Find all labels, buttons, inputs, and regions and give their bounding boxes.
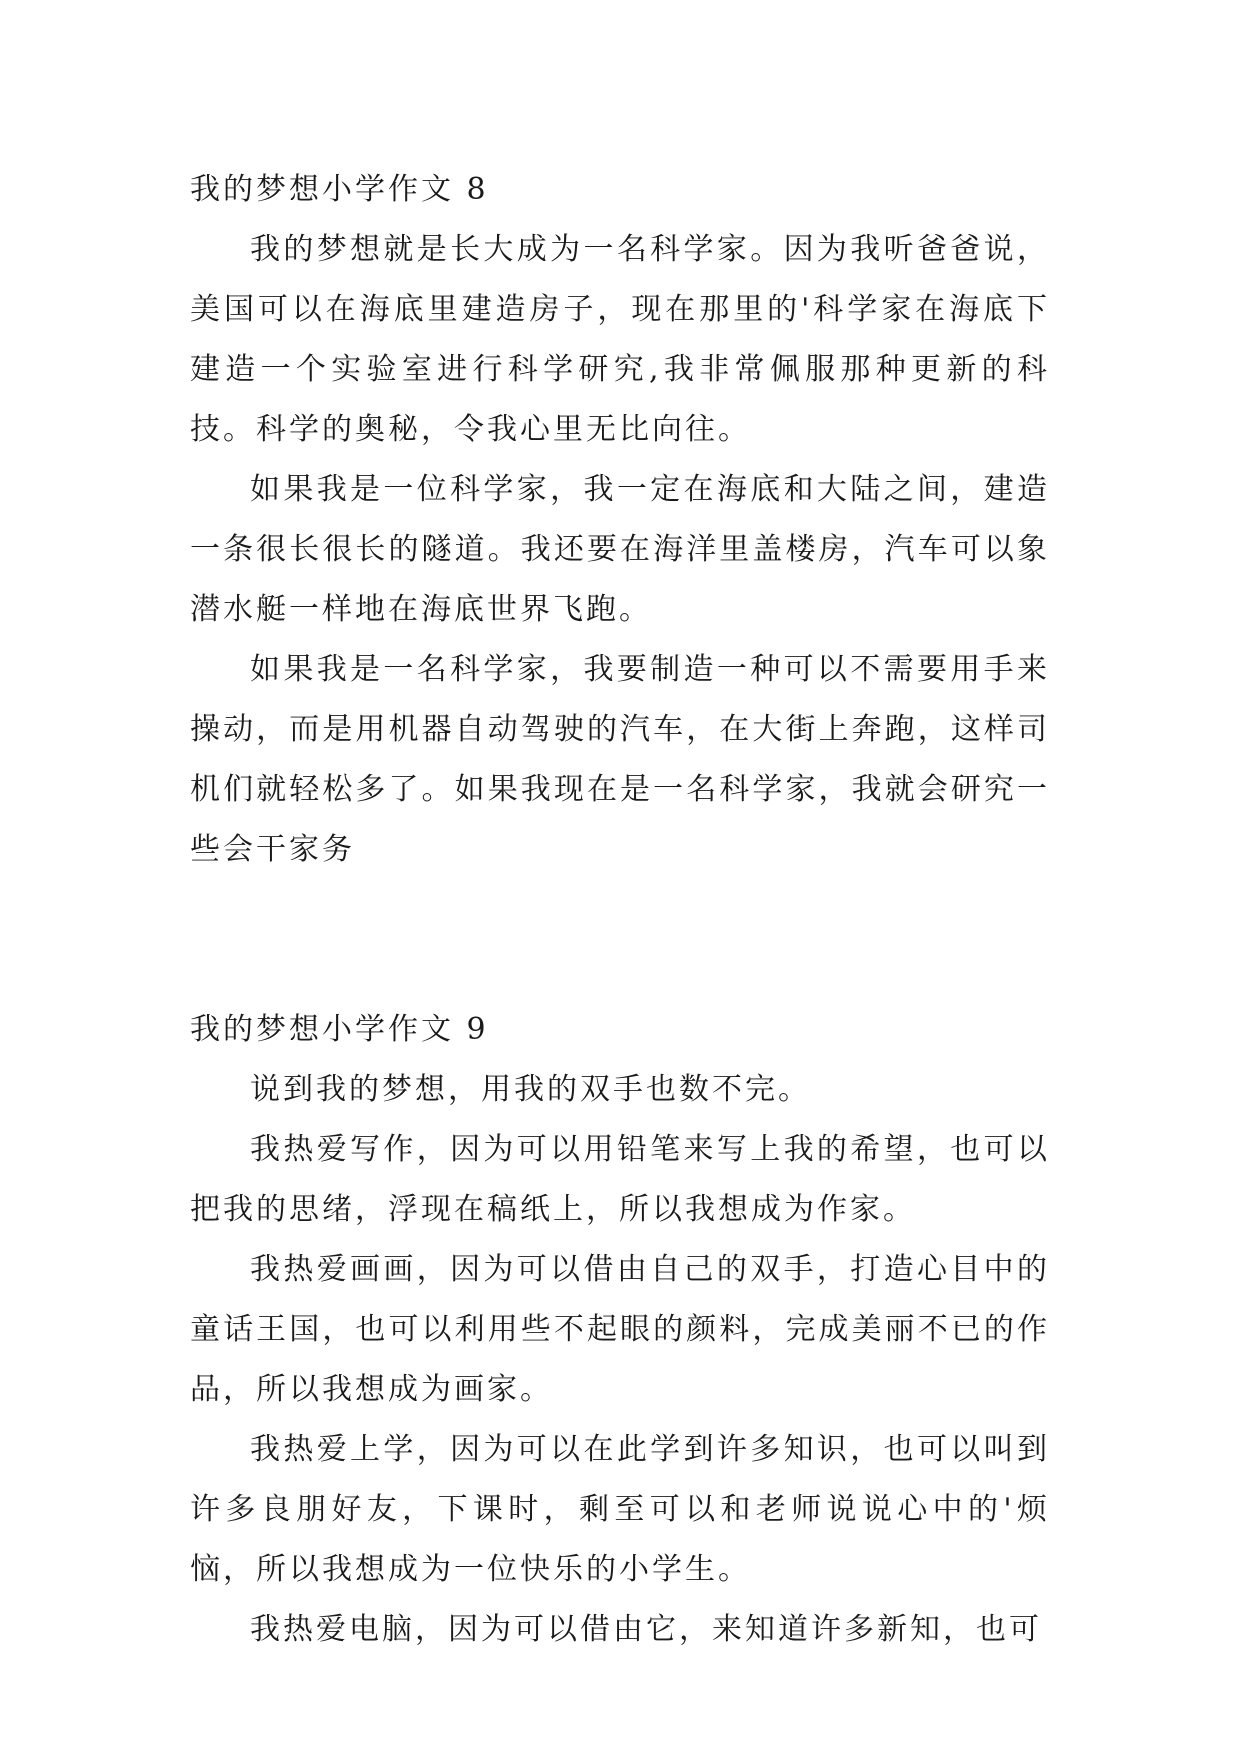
- essay-paragraph: 我热爱写作，因为可以用铅笔来写上我的希望，也可以把我的思绪，浮现在稿纸上，所以我想成为作家。: [190, 1132, 1050, 1227]
- essay-section-8: [190, 160, 1050, 880]
- essay-title: 我的梦想小学作文 9: [190, 1012, 489, 1047]
- essay-title: 我的梦想小学作文 8: [190, 172, 489, 207]
- document-body: [190, 160, 1050, 1660]
- essay-paragraph: 如果我是一名科学家，我要制造一种可以不需要用手来操动，而是用机器自动驾驶的汽车，在大街上奔跑，这样司机们就轻松多了。如果我现在是一名科学家，我就会研究一些会干家务: [190, 652, 1050, 867]
- essay-paragraph: 说到我的梦想，用我的双手也数不完。: [250, 1072, 811, 1107]
- section-spacer: [190, 880, 1050, 1000]
- essay-paragraph: 我热爱电脑，因为可以借由它，来知道许多新知，也可: [250, 1612, 1042, 1647]
- essay-paragraph: 我热爱画画，因为可以借由自己的双手，打造心目中的童话王国，也可以利用些不起眼的颜料，完成美丽不已的作品，所以我想成为画家。: [190, 1252, 1050, 1407]
- essay-paragraph: 我的梦想就是长大成为一名科学家。因为我听爸爸说，美国可以在海底里建造房子，现在那里的'科学家在海底下建造一个实验室进行科学研究,我非常佩服那种更新的科技。科学的奥秘，令我心里无比向往。: [190, 232, 1050, 447]
- essay-paragraph: 我热爱上学，因为可以在此学到许多知识，也可以叫到许多良朋好友，下课时，剩至可以和老师说说心中的'烦恼，所以我想成为一位快乐的小学生。: [190, 1432, 1050, 1587]
- essay-paragraph: 如果我是一位科学家，我一定在海底和大陆之间，建造一条很长很长的隧道。我还要在海洋里盖楼房，汽车可以象潜水艇一样地在海底世界飞跑。: [190, 472, 1050, 627]
- essay-section-9: [190, 1000, 1050, 1660]
